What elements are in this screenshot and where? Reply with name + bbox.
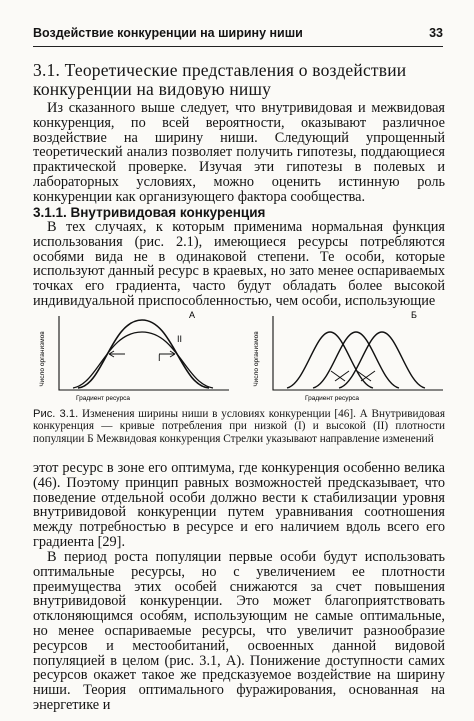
paragraph-2: этот ресурс в зоне его оптимума, где конкуренция особенно велика (46). Поэтому принцип равных возможностей предсказывает, что поведение отдельной особи должно вести к стабилизации уровня внутривидовой конкуренции путем уравнивания соотношения между потребностью в ресурсе и его наличием вдоль всего его градиента [29]. [33,460,445,550]
panel-a-y-axis-label: Число организмов [39,331,46,387]
paragraph-3: В период роста популяции первые особи будут использовать оптимальные ресурсы, но с увеличением ее плотности преимущества этих особей снижаются за счет повышения внутривидовой конкуренции. Это может благоприятствовать отклоняющимся особям, использующим не самые оптимальные, но менее оспариваемые ресурсы, что увеличит разнообразие ресурсов и местообитаний, освоенных данной видовой популяцией в целом (рис. 3.1, А). Понижение доступности самих ресурсов окажет такое же предсказуемое воздействие на ширину ниши. Теория оптимального фуражирования, основанная на энергетике и [33,549,445,713]
curve-i [78,320,209,388]
panel-b-label: Б [411,310,417,320]
curve-ii-label: II [177,334,183,344]
page-number: 33 [429,26,443,40]
curve-species-1 [287,332,373,388]
intro-paragraph: Из сказанного выше следует, что внутривидовая и межвидовая конкуренция, по всей вероятности, оказывают различное воздействие на ширину ниши. Следующий упрощенный теоретический анализ позволяет получить гипотезы, поддающиеся практической проверке. Изучая эти гипотезы в полевых и лабораторных условиях, можно оценить истинную роль конкуренции как организующего фактора сообщества. [33,100,445,205]
caption-label: Рис. 3.1. [33,408,79,420]
curve-i-label: I [158,353,161,363]
subsection-title: 3.1.1. Внутривидовая конкуренция [33,205,266,220]
panel-b-y-axis-label: Число организмов [253,331,260,387]
running-header [33,22,443,47]
paragraph-1: В тех случаях, к которым применима нормальная функция использования (рис. 2.1), имеющиеся ресурсы потребляются особями вида не в одинаковой степени. Те особи, которые используют данный ресурс в краевых, но зато менее оспариваемых точках его градиента, часто будут обладать более высокой индивидуальной приспособленностью, чем особи, использующие [33,219,445,309]
panel-b-x-axis-label: Градиент ресурса [305,395,359,402]
curve-species-2 [313,332,399,388]
figure-3-1 [33,304,445,406]
curve-species-3 [339,332,425,388]
panel-a-label: А [189,310,196,320]
panel-a-axes [59,316,229,390]
section-title: 3.1. Теоретические представления о воздействии конкуренции на видовую нишу [33,60,407,99]
caption-text: Изменения ширины ниши в условиях конкуренции [46]. А Внутривидовая конкуренция — кривые потребления при низкой (I) и высокой (II) плотности популяции Б Межвидовая конкуренция Стрелки указывают направление изменений [33,408,446,445]
curve-ii [73,332,213,388]
running-title: Воздействие конкуренции на ширину ниши [33,26,303,40]
panel-b [253,310,443,402]
panel-a [39,310,229,402]
panel-a-x-axis-label: Градиент ресурса [76,395,130,402]
figure-caption [33,408,445,445]
